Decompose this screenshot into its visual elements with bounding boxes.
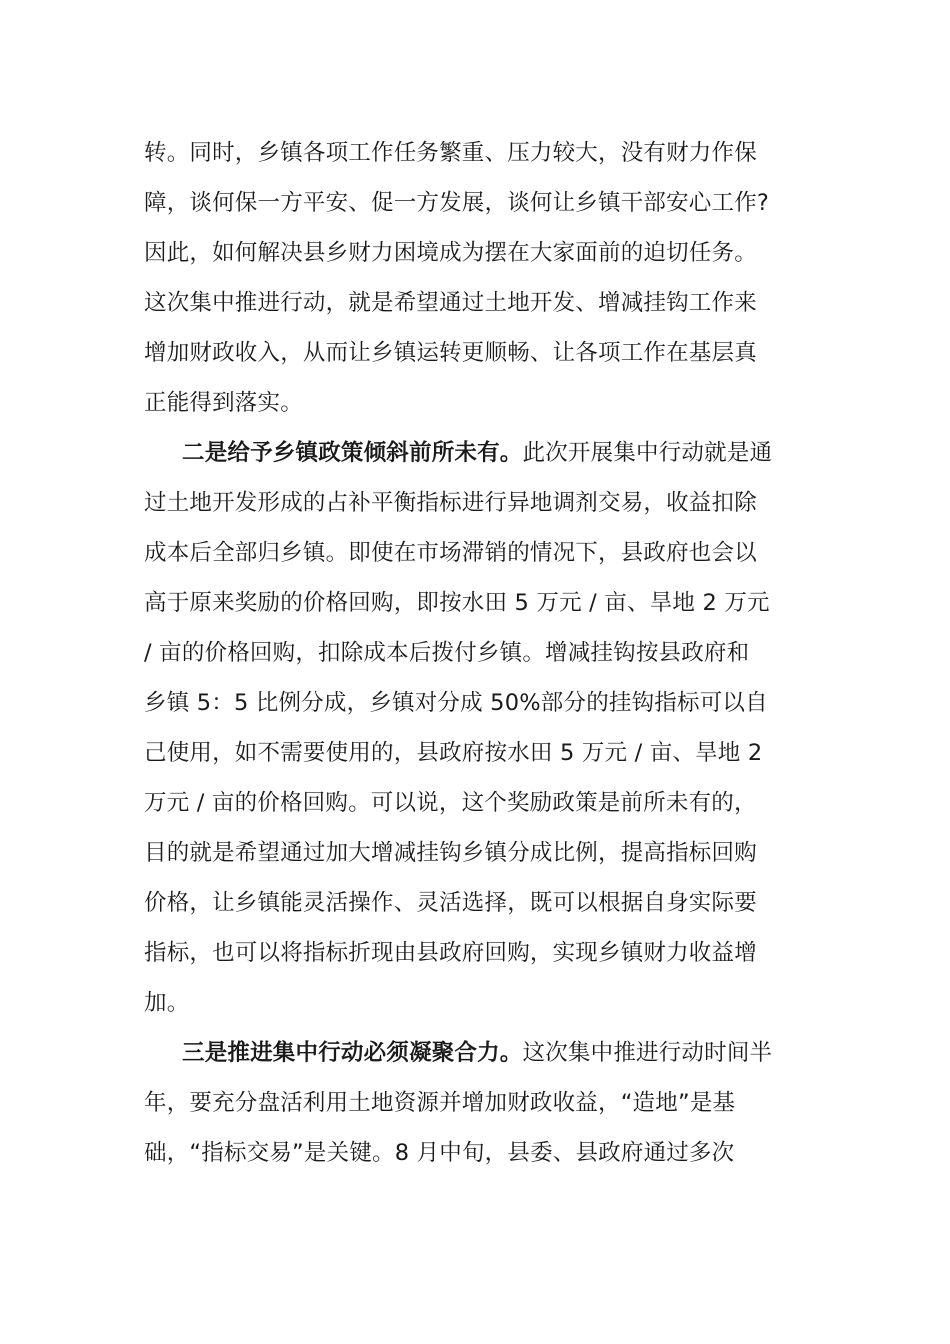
text-line: 高于原来奖励的价格回购，即按水田 5 万元 / 亩、旱地 2 万元: [144, 590, 770, 616]
text-line: 目的就是希望通过加大增减挂钩乡镇分成比例，提高指标回购: [144, 840, 757, 866]
text-line: 正能得到落实。: [144, 390, 303, 416]
paragraph-heading: 二是给予乡镇政策倾斜前所未有。: [182, 440, 523, 466]
text-line: 指标，也可以将指标折现由县政府回购，实现乡镇财力收益增: [144, 940, 757, 966]
paragraph-1: [144, 128, 808, 428]
paragraph-first-line: [144, 428, 808, 478]
text-line: 加。: [144, 990, 190, 1016]
paragraph-lead-text: 此次开展集中行动就是通: [522, 440, 773, 466]
text-line: 转。同时，乡镇各项工作任务繁重、压力较大，没有财力作保: [144, 140, 757, 166]
text-line: 增加财政收入，从而让乡镇运转更顺畅、让各项工作在基层真: [144, 340, 757, 366]
paragraph-first-line: [144, 1028, 808, 1078]
text-line: 成本后全部归乡镇。即使在市场滞销的情况下，县政府也会以: [144, 540, 757, 566]
text-line: / 亩的价格回购，扣除成本后拨付乡镇。增减挂钩按县政府和: [144, 640, 750, 666]
text-line: 乡镇 5：5 比例分成，乡镇对分成 50%部分的挂钩指标可以自: [144, 690, 768, 716]
text-line: 己使用，如不需要使用的，县政府按水田 5 万元 / 亩、旱地 2: [144, 740, 763, 766]
text-line: 础，“指标交易”是关键。8 月中旬，县委、县政府通过多次: [144, 1140, 735, 1166]
paragraph-3: [144, 1028, 808, 1178]
text-line: 过土地开发形成的占补平衡指标进行异地调剂交易，收益扣除: [144, 490, 757, 516]
text-line: 因此，如何解决县乡财力困境成为摆在大家面前的迫切任务。: [144, 240, 757, 266]
text-line: 万元 / 亩的价格回购。可以说，这个奖励政策是前所未有的，: [144, 790, 757, 816]
text-line: 年，要充分盘活利用土地资源并增加财政收益，“造地”是基: [144, 1090, 736, 1116]
paragraph-2: [144, 428, 808, 1028]
paragraph-lead-text: 这次集中推进行动时间半: [522, 1040, 773, 1066]
paragraph-heading: 三是推进集中行动必须凝聚合力。: [182, 1040, 523, 1066]
text-line: 这次集中推进行动，就是希望通过土地开发、增减挂钩工作来: [144, 290, 757, 316]
document-body: [144, 128, 808, 1178]
text-line: 障，谈何保一方平安、促一方发展，谈何让乡镇干部安心工作?: [144, 190, 770, 216]
text-line: 价格，让乡镇能灵活操作、灵活选择，既可以根据自身实际要: [144, 890, 757, 916]
